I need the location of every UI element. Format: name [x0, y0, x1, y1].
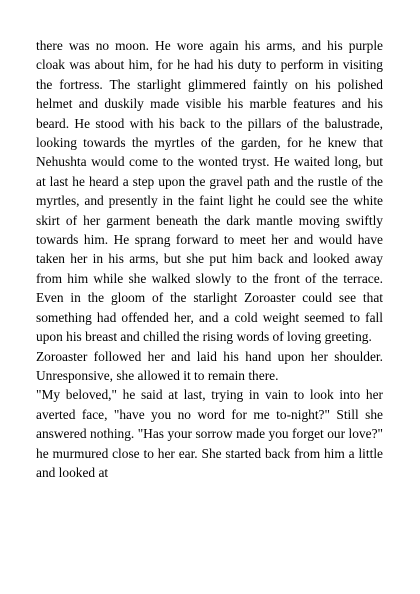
paragraph: Zoroaster followed her and laid his hand upon her shoulder. Unresponsive, she allowed it to remain there. [36, 348, 383, 383]
paragraph: "My beloved," he said at last, trying in vain to look into her averted face, "have you no word for me to-night?" Still she answered nothing. "Has your sorrow made you forget our love?" he murmured close to her ear. She started back from him a little and looked at [36, 387, 383, 480]
paragraph: there was no moon. He wore again his arms, and his purple cloak was about him, for he had his duty to perform in visiting the fortress. The starlight glimmered faintly on his polished helmet and duskily made visible his marble features and his beard. He stood with his back to the pillars of the balustrade, looking towards the myrtles of the garden, for he knew that Nehushta would come to the wonted tryst. He waited long, but at last he heard a step upon the gravel path and the rustle of the myrtles, and presently in the faint light he could see the white skirt of her garment beneath the dark mantle moving swiftly towards him. He sprang forward to meet her and would have taken her in his arms, but she put him back and looked away from him while she walked slowly to the front of the terrace. Even in the gloom of the starlight Zoroaster could see that something had offended her, and a cold weight seemed to fall upon his breast and chilled the rising words of loving greeting. [36, 38, 383, 345]
page-text [36, 36, 383, 482]
